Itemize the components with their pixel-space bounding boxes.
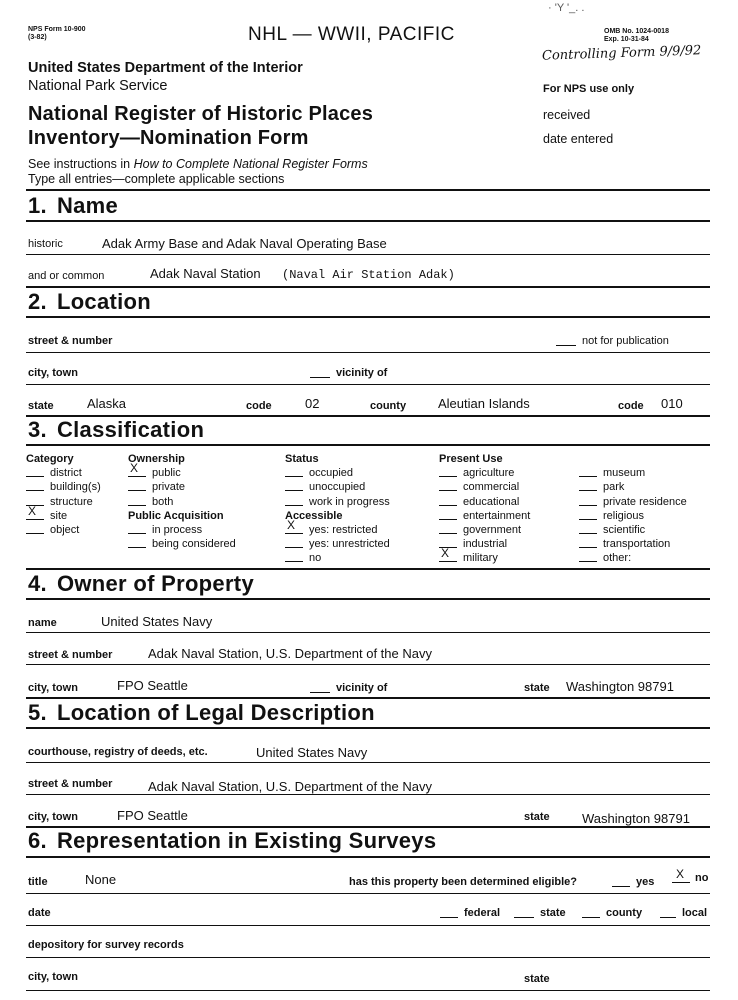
- county-label: county: [370, 400, 407, 412]
- not-for-publication-option[interactable]: not for publication: [556, 335, 669, 347]
- state-field[interactable]: Alaska: [87, 396, 127, 411]
- common-name-label: and or common: [28, 270, 105, 282]
- field-line: [26, 632, 710, 633]
- field-line: [26, 664, 710, 665]
- corner-scribble: · 'Y ' ̲ . .: [548, 2, 585, 14]
- use-private-residence[interactable]: private residence: [579, 495, 687, 509]
- form-revision: (3-82): [28, 34, 47, 41]
- present-use-heading: Present Use: [439, 453, 503, 465]
- use-entertainment[interactable]: entertainment: [439, 509, 530, 523]
- section-rule: [26, 697, 710, 699]
- section-2-heading: 2. Location: [28, 289, 152, 314]
- owner-street-field[interactable]: Adak Naval Station, U.S. Department of the Navy: [148, 646, 432, 661]
- accessible-yes-unrestricted[interactable]: yes: unrestricted: [285, 537, 390, 551]
- survey-state-label: state: [524, 973, 550, 985]
- use-religious[interactable]: religious: [579, 509, 687, 523]
- use-government[interactable]: government: [439, 523, 530, 537]
- section-3-heading: 3. Classification: [28, 417, 205, 442]
- section-rule: [26, 220, 710, 222]
- section-rule: [26, 856, 710, 858]
- survey-title-label: title: [28, 876, 48, 888]
- courthouse-field[interactable]: United States Navy: [256, 745, 368, 760]
- field-line: [26, 957, 710, 958]
- ownership-column: [128, 452, 236, 551]
- status-column: [285, 452, 390, 566]
- common-name-field[interactable]: Adak Naval Station: [150, 266, 261, 281]
- use-museum[interactable]: museum: [579, 466, 687, 480]
- service-name: National Park Service: [28, 78, 168, 94]
- field-line: [26, 352, 710, 353]
- depository-label: depository for survey records: [28, 939, 184, 951]
- present-use-column-2: [579, 452, 687, 566]
- status-heading: Status: [285, 453, 319, 465]
- use-educational[interactable]: educational: [439, 495, 530, 509]
- owner-street-label: street & number: [28, 649, 113, 661]
- street-label: street & number: [28, 335, 113, 347]
- section-rule: [26, 568, 710, 570]
- owner-state-label: state: [524, 682, 550, 694]
- legal-state-label: state: [524, 811, 550, 823]
- level-federal-option[interactable]: federal: [440, 907, 500, 919]
- type-all-instruction: Type all entries—complete applicable sections: [28, 172, 285, 186]
- section-rule: [26, 189, 710, 191]
- use-other[interactable]: other:: [579, 551, 687, 565]
- code-label: code: [618, 400, 644, 412]
- legal-street-label: street & number: [28, 778, 113, 790]
- eligible-yes-option[interactable]: yes: [612, 876, 654, 888]
- use-scientific[interactable]: scientific: [579, 523, 687, 537]
- field-line: [26, 990, 710, 991]
- owner-city-field[interactable]: FPO Seattle: [117, 678, 188, 693]
- use-agriculture[interactable]: agriculture: [439, 466, 530, 480]
- level-county-option[interactable]: county: [582, 907, 642, 919]
- section-rule: [26, 316, 710, 318]
- code-label: code: [246, 400, 272, 412]
- use-industrial[interactable]: industrial: [439, 537, 530, 551]
- survey-title-field[interactable]: None: [85, 872, 117, 887]
- historic-name-field[interactable]: Adak Army Base and Adak Naval Operating Base: [102, 236, 387, 251]
- survey-city-label: city, town: [28, 971, 78, 983]
- date-entered-label: date entered: [543, 132, 614, 146]
- category-object[interactable]: object: [26, 523, 101, 537]
- category-column: [26, 452, 101, 537]
- ownership-public[interactable]: X public: [130, 461, 181, 480]
- omb-number: OMB No. 1024-0018: [604, 28, 669, 35]
- accessible-no[interactable]: no: [285, 551, 390, 565]
- state-label: state: [28, 400, 54, 412]
- form-title-line1: National Register of Historic Places: [28, 103, 374, 125]
- owner-state-field[interactable]: Washington 98791: [566, 679, 674, 694]
- legal-state-field[interactable]: Washington 98791: [582, 811, 690, 826]
- level-state-option[interactable]: state: [514, 907, 566, 919]
- status-unoccupied[interactable]: unoccupied: [285, 480, 390, 494]
- present-use-column: [439, 452, 530, 566]
- form-title-line2: Inventory—Nomination Form: [28, 127, 309, 149]
- use-military[interactable]: X military: [441, 546, 498, 565]
- category-heading: Category: [26, 453, 74, 465]
- section-6-heading: 6. Representation in Existing Surveys: [28, 828, 437, 853]
- city-label: city, town: [28, 367, 78, 379]
- department-name: United States Department of the Interior: [28, 60, 303, 76]
- section-rule: [26, 727, 710, 729]
- common-name-typed: (Naval Air Station Adak): [282, 268, 455, 282]
- eligible-question: has this property been determined eligible?: [349, 876, 577, 888]
- category-structure[interactable]: structure: [26, 495, 101, 509]
- section-4-heading: 4. Owner of Property: [28, 571, 254, 596]
- category-site[interactable]: X site: [28, 503, 68, 522]
- county-code-field[interactable]: 010: [661, 396, 683, 411]
- field-line: [26, 794, 710, 795]
- legal-city-field[interactable]: FPO Seattle: [117, 808, 188, 823]
- category-district[interactable]: district: [26, 466, 101, 480]
- owner-vicinity-option[interactable]: vicinity of: [310, 682, 387, 694]
- legal-city-label: city, town: [28, 811, 78, 823]
- historic-label: historic: [28, 238, 63, 250]
- owner-city-label: city, town: [28, 682, 78, 694]
- use-park[interactable]: park: [579, 480, 687, 494]
- eligible-no-option[interactable]: X no: [672, 872, 708, 884]
- field-line: [26, 384, 710, 385]
- nps-use-label: For NPS use only: [543, 83, 635, 95]
- field-line: [26, 762, 710, 763]
- instructions-line: See instructions in How to Complete National Register Forms: [28, 157, 368, 171]
- courthouse-label: courthouse, registry of deeds, etc.: [28, 746, 208, 758]
- level-local-option[interactable]: local: [660, 907, 707, 919]
- section-rule: [26, 598, 710, 600]
- field-line: [26, 893, 710, 894]
- survey-date-label: date: [28, 907, 51, 919]
- acquisition-heading: Public Acquisition: [128, 509, 224, 522]
- use-commercial[interactable]: commercial: [439, 480, 530, 494]
- vicinity-option[interactable]: vicinity of: [310, 367, 387, 379]
- legal-street-field[interactable]: Adak Naval Station, U.S. Department of the Navy: [148, 779, 432, 794]
- status-occupied[interactable]: occupied: [285, 466, 390, 480]
- section-rule: [26, 286, 710, 288]
- acquisition-in-process[interactable]: in process: [128, 523, 236, 537]
- expiration-date: Exp. 10-31-84: [604, 36, 649, 43]
- section-1-heading: 1. Name: [28, 193, 119, 218]
- section-rule: [26, 444, 710, 446]
- county-field[interactable]: Aleutian Islands: [438, 396, 530, 411]
- owner-name-field[interactable]: United States Navy: [101, 614, 213, 629]
- use-transportation[interactable]: transportation: [579, 537, 687, 551]
- status-work-in-progress[interactable]: work in progress: [285, 495, 390, 509]
- ownership-both[interactable]: both: [128, 495, 236, 509]
- field-line: [26, 925, 710, 926]
- accessible-heading: Accessible: [285, 509, 343, 522]
- handwritten-note: Controlling Form 9/9/92: [541, 43, 702, 64]
- ownership-heading: Ownership: [128, 453, 185, 465]
- category-buildings[interactable]: building(s): [26, 480, 101, 494]
- received-label: received: [543, 108, 591, 122]
- owner-name-label: name: [28, 617, 57, 629]
- ownership-private[interactable]: private: [128, 480, 236, 494]
- form-id: NPS Form 10-900: [28, 26, 86, 33]
- state-code-field[interactable]: 02: [305, 396, 320, 411]
- field-line: [26, 254, 710, 255]
- nhl-stamp: NHL — WWII, PACIFIC: [248, 24, 455, 45]
- acquisition-being-considered[interactable]: being considered: [128, 537, 236, 551]
- accessible-yes-restricted[interactable]: X yes: restricted: [287, 518, 378, 537]
- section-5-heading: 5. Location of Legal Description: [28, 700, 375, 725]
